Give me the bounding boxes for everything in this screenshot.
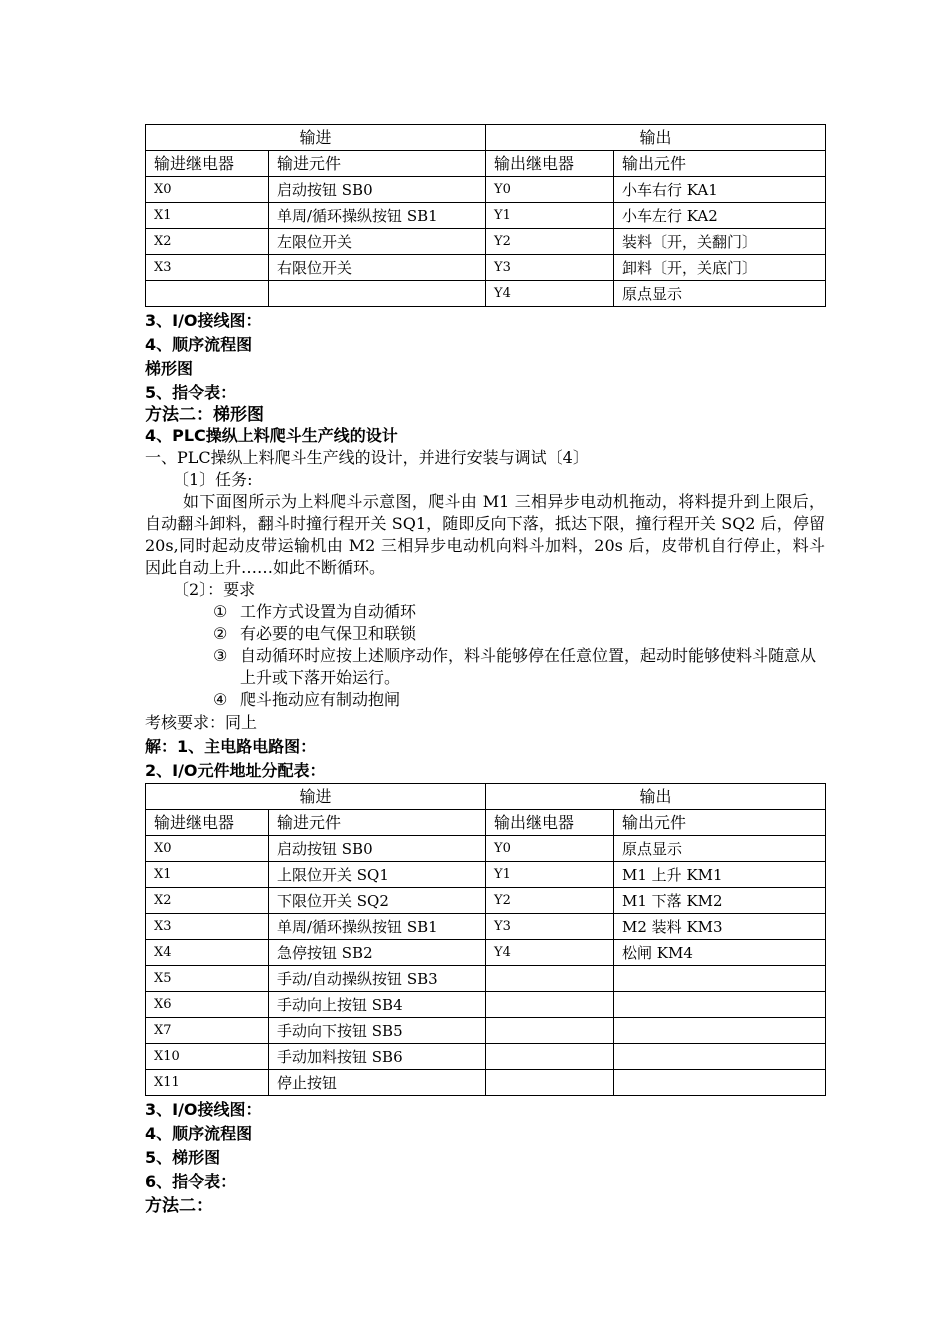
output-relay-cell: Y4	[486, 281, 614, 307]
input-element-cell: 左限位开关	[269, 229, 486, 255]
input-element-cell: 手动/自动操纵按钮 SB3	[269, 966, 486, 992]
input-element-cell: 单周/循环操纵按钮 SB1	[269, 203, 486, 229]
requirements-list	[145, 601, 825, 711]
output-element-cell: 装料〔开，关翻门〕	[614, 229, 826, 255]
input-group-header: 输进	[146, 125, 486, 151]
heading-method-two: 方法二：梯形图	[145, 405, 264, 425]
input-relay-cell: X1	[146, 203, 269, 229]
input-relay-cell: X3	[146, 914, 269, 940]
requirement-mark: ②	[213, 624, 228, 643]
output-element-cell	[614, 1018, 826, 1044]
output-element-cell	[614, 1044, 826, 1070]
requirements-label: 〔2〕：要求	[173, 580, 256, 599]
table-group-header-row	[146, 125, 826, 151]
section-subtitle: 一、PLC操纵上料爬斗生产线的设计，并进行安装与调试〔4〕	[145, 448, 589, 467]
requirement-text: 工作方式设置为自动循环	[240, 602, 417, 621]
heading-instruction-list: 5、指令表：	[145, 383, 237, 402]
input-element-cell: 启动按钮 SB0	[269, 836, 486, 862]
output-relay-cell: Y3	[486, 255, 614, 281]
requirement-text: 爬斗拖动应有制动抱闸	[240, 690, 401, 709]
input-relay-cell: X1	[146, 862, 269, 888]
input-element-cell: 手动向上按钮 SB4	[269, 992, 486, 1018]
io-table-2	[145, 783, 826, 1096]
output-element-cell: 卸料〔开，关底门〕	[614, 255, 826, 281]
output-element-cell: 原点显示	[614, 836, 826, 862]
requirement-mark: ③	[213, 646, 228, 665]
input-relay-cell: X10	[146, 1044, 269, 1070]
output-relay-cell: Y3	[486, 914, 614, 940]
task-label: 〔1〕任务:	[173, 470, 253, 489]
table-row	[146, 940, 826, 966]
output-element-cell: M2 装料 KM3	[614, 914, 826, 940]
input-relay-cell: X3	[146, 255, 269, 281]
input-relay-cell: X7	[146, 1018, 269, 1044]
heading-ladder: 梯形图	[145, 359, 194, 378]
heading-ladder: 5、梯形图	[145, 1148, 221, 1167]
input-element-cell: 启动按钮 SB0	[269, 177, 486, 203]
output-element-cell: 小车左行 KA2	[614, 203, 826, 229]
section-title: 4、PLC操纵上料爬斗生产线的设计	[145, 426, 398, 445]
requirement-item	[145, 623, 825, 645]
output-element-cell	[614, 992, 826, 1018]
requirement-item	[145, 689, 825, 711]
input-element-cell: 右限位开关	[269, 255, 486, 281]
col-header-output-relay: 输出继电器	[486, 810, 614, 836]
output-relay-cell	[486, 992, 614, 1018]
table-row	[146, 1070, 826, 1096]
output-relay-cell: Y1	[486, 203, 614, 229]
output-relay-cell: Y2	[486, 229, 614, 255]
output-element-cell	[614, 1070, 826, 1096]
io-table-1	[145, 124, 826, 307]
table-row	[146, 888, 826, 914]
col-header-input-element: 输进元件	[269, 151, 486, 177]
table-row	[146, 966, 826, 992]
input-element-cell: 上限位开关 SQ1	[269, 862, 486, 888]
input-relay-cell: X5	[146, 966, 269, 992]
col-header-input-relay: 输进继电器	[146, 810, 269, 836]
table-row	[146, 914, 826, 940]
output-relay-cell	[486, 966, 614, 992]
input-relay-cell: X11	[146, 1070, 269, 1096]
table-column-header-row	[146, 810, 826, 836]
input-element-cell: 手动向下按钮 SB5	[269, 1018, 486, 1044]
output-element-cell: 松闸 KM4	[614, 940, 826, 966]
output-element-cell: 原点显示	[614, 281, 826, 307]
requirement-text: 有必要的电气保卫和联锁	[240, 624, 417, 643]
table-group-header-row	[146, 784, 826, 810]
output-group-header: 输出	[486, 125, 826, 151]
input-element-cell: 下限位开关 SQ2	[269, 888, 486, 914]
table-row	[146, 836, 826, 862]
col-header-output-element: 输出元件	[614, 151, 826, 177]
table-row	[146, 177, 826, 203]
requirement-mark: ①	[213, 602, 228, 621]
input-relay-cell: X2	[146, 888, 269, 914]
output-relay-cell: Y2	[486, 888, 614, 914]
table-row	[146, 255, 826, 281]
input-element-cell: 手动加料按钮 SB6	[269, 1044, 486, 1070]
input-relay-cell: X0	[146, 177, 269, 203]
table-row	[146, 1018, 826, 1044]
table-row	[146, 992, 826, 1018]
input-relay-cell: X4	[146, 940, 269, 966]
output-element-cell: M1 下落 KM2	[614, 888, 826, 914]
heading-io-wiring: 3、I/O接线图：	[145, 311, 262, 330]
input-element-cell: 停止按钮	[269, 1070, 486, 1096]
input-element-cell	[269, 281, 486, 307]
output-relay-cell	[486, 1018, 614, 1044]
output-relay-cell	[486, 1044, 614, 1070]
output-relay-cell: Y4	[486, 940, 614, 966]
output-element-cell: 小车右行 KA1	[614, 177, 826, 203]
output-relay-cell	[486, 1070, 614, 1096]
input-relay-cell	[146, 281, 269, 307]
output-relay-cell: Y0	[486, 836, 614, 862]
requirement-item	[145, 645, 825, 689]
exam-requirements: 考核要求：同上	[145, 713, 258, 732]
solution-heading: 解：1、主电路电路图：	[145, 737, 317, 756]
table-column-header-row	[146, 151, 826, 177]
heading-flowchart: 4、顺序流程图	[145, 1124, 253, 1143]
output-relay-cell: Y0	[486, 177, 614, 203]
output-element-cell	[614, 966, 826, 992]
input-relay-cell: X0	[146, 836, 269, 862]
document-page	[145, 124, 825, 1218]
task-description: 如下面图所示为上料爬斗示意图，爬斗由 M1 三相异步电动机拖动，将料提升到上限后，自动翻斗卸料，翻斗时撞行程开关 SQ1，随即反向下落，抵达下限，撞行程开关 SQ2 后，停留 20s,同时起动皮带运输机由 M2 三相异步电动机向料斗加料，20s 后，皮带机自行停止，料斗因此自动上升……如此不断循环。	[145, 492, 825, 577]
table-row	[146, 1044, 826, 1070]
table-row	[146, 862, 826, 888]
io-table-title: 2、I/O元件地址分配表：	[145, 761, 326, 780]
requirement-item	[145, 601, 825, 623]
input-relay-cell: X6	[146, 992, 269, 1018]
requirement-text: 自动循环时应按上述顺序动作，料斗能够停在任意位置，起动时能够使料斗随意从上升或下落开始运行。	[240, 646, 817, 687]
input-group-header: 输进	[146, 784, 486, 810]
heading-instruction-list: 6、指令表：	[145, 1172, 237, 1191]
heading-method-two: 方法二：	[145, 1196, 213, 1216]
output-element-cell: M1 上升 KM1	[614, 862, 826, 888]
requirement-mark: ④	[213, 690, 228, 709]
input-element-cell: 单周/循环操纵按钮 SB1	[269, 914, 486, 940]
table-row	[146, 281, 826, 307]
heading-flowchart: 4、顺序流程图	[145, 335, 253, 354]
output-relay-cell: Y1	[486, 862, 614, 888]
col-header-output-relay: 输出继电器	[486, 151, 614, 177]
col-header-output-element: 输出元件	[614, 810, 826, 836]
output-group-header: 输出	[486, 784, 826, 810]
input-relay-cell: X2	[146, 229, 269, 255]
col-header-input-relay: 输进继电器	[146, 151, 269, 177]
table-row	[146, 203, 826, 229]
input-element-cell: 急停按钮 SB2	[269, 940, 486, 966]
heading-io-wiring: 3、I/O接线图：	[145, 1100, 262, 1119]
col-header-input-element: 输进元件	[269, 810, 486, 836]
table-row	[146, 229, 826, 255]
